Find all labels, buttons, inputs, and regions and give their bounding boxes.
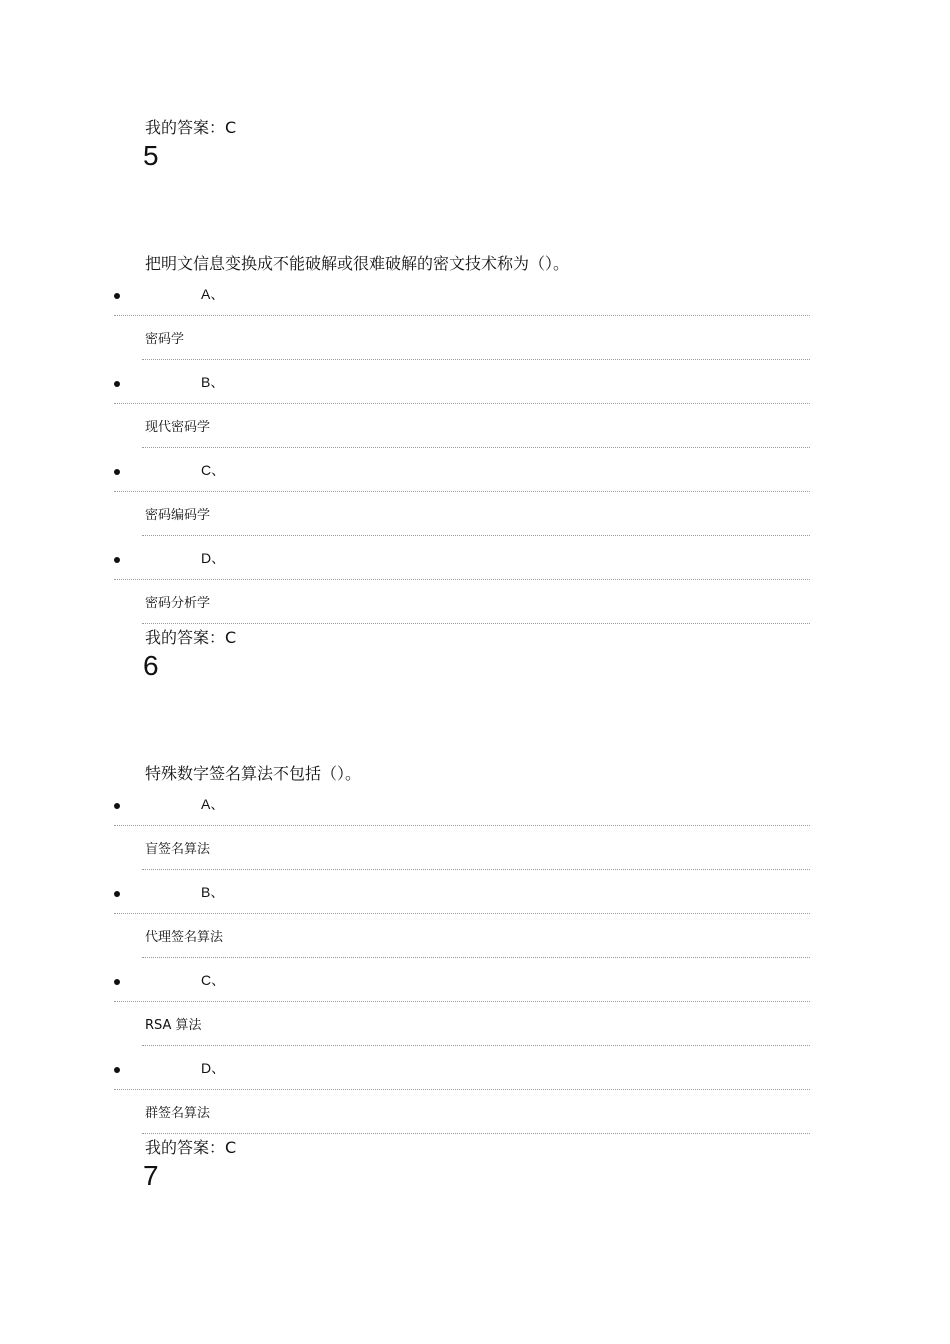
option-text[interactable]: 现代密码学: [145, 420, 211, 435]
question-text: 把明文信息变换成不能破解或很难破解的密文技术称为（）。: [145, 254, 570, 273]
option-letter: B、: [201, 884, 225, 900]
question-number: 6: [143, 650, 159, 681]
option-text[interactable]: RSA 算法: [145, 1018, 202, 1033]
dotted-divider: [114, 825, 810, 826]
dotted-divider: [142, 1133, 810, 1134]
option-text[interactable]: 密码编码学: [145, 508, 211, 523]
option-bullet: [114, 381, 120, 387]
dotted-divider: [114, 913, 810, 914]
option-bullet: [114, 979, 120, 985]
option-bullet: [114, 469, 120, 475]
option-text[interactable]: 盲签名算法: [145, 842, 211, 857]
option-letter: D、: [201, 1060, 226, 1076]
dotted-divider: [142, 957, 810, 958]
option-letter: A、: [201, 796, 225, 812]
option-text[interactable]: 群签名算法: [145, 1106, 211, 1121]
dotted-divider: [114, 1089, 810, 1090]
dotted-divider: [142, 869, 810, 870]
option-letter: C、: [201, 462, 226, 478]
my-answer: 我的答案：C: [145, 628, 237, 647]
dotted-divider: [142, 623, 810, 624]
question-number: 7: [143, 1160, 159, 1191]
option-letter: A、: [201, 286, 225, 302]
option-bullet: [114, 803, 120, 809]
my-answer: 我的答案：C: [145, 1138, 237, 1157]
dotted-divider: [114, 579, 810, 580]
dotted-divider: [142, 535, 810, 536]
question-text: 特殊数字签名算法不包括（）。: [145, 764, 362, 783]
dotted-divider: [114, 403, 810, 404]
dotted-divider: [114, 491, 810, 492]
dotted-divider: [142, 447, 810, 448]
option-letter: C、: [201, 972, 226, 988]
option-text[interactable]: 密码学: [145, 332, 185, 347]
dotted-divider: [114, 315, 810, 316]
option-bullet: [114, 891, 120, 897]
option-letter: B、: [201, 374, 225, 390]
question-number: 5: [143, 140, 159, 171]
option-text[interactable]: 密码分析学: [145, 596, 211, 611]
my-answer: 我的答案：C: [145, 118, 237, 137]
option-bullet: [114, 293, 120, 299]
option-bullet: [114, 1067, 120, 1073]
option-letter: D、: [201, 550, 226, 566]
dotted-divider: [114, 1001, 810, 1002]
dotted-divider: [142, 359, 810, 360]
option-bullet: [114, 557, 120, 563]
option-text[interactable]: 代理签名算法: [145, 930, 224, 945]
dotted-divider: [142, 1045, 810, 1046]
